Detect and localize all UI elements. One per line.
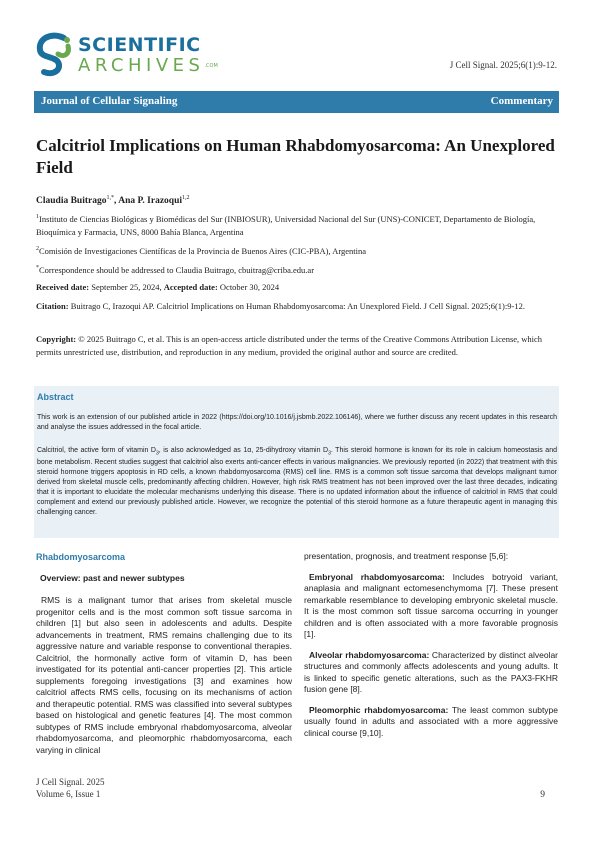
subsection-heading: Overview: past and newer subtypes [40,573,185,583]
copyright-block: Copyright: © 2025 Buitrago C, et al. This is an open-access article distributed under the terms of the Creative Commons Attribution License, which permits unrestricted use, distribution, and reproduction in any medium, provided the original author and source are credited. [36,334,543,357]
abstract-box [34,386,559,538]
affiliation-1: $^1$Instituto de Ciencias Biológicas y Biomédicas del Sur (INBIOSUR), Universidad Nacional del Sur (UNS)-CONICET, Departamento de Biología, Bioquímica y Farmacia, UNS, 8000 Bahía Blanca, Argentina [36,213,536,237]
dates: Received date: September 25, 2024, Accepted date: October 30, 2024 [36,282,280,292]
affiliation-2: $^2$Comisión de Investigaciones Científicas de la Provincia de Buenos Aires (CIC-PBA), Argentina [36,245,367,256]
logo-text-archives: ARCHIVES.COM [78,55,218,76]
subtype-embryonal: Embryonal rhabdomyosarcoma: Includes botryoid variant, anaplasia and malignant ectomesenchymoma [7]. These present remarkable resemblance to developing embryonic skeletal muscle. It is the most common soft tissue sarcoma occurring in younger children and is often associated with a more favorable prognosis [1]. [304,571,558,639]
logo-mark-icon [34,32,74,78]
body-paragraph: RMS is a malignant tumor that arises from skeletal muscle progenitor cells and is the most common soft tissue sarcoma in children [1] but also seen in adolescents and adults. Despite advancements in treatment, RMS remains challenging due to its aggressive nature and variable response to conventional therapies. Calcitriol, the hormonally active form of vitamin D, has been investigated for its potential anti-cancer properties [2]. This article supplements foregoing investigations [3] and examines how calcitriol affects RMS cells, focusing on its mechanisms of action and therapeutic potential. RMS was classified into several subtypes based on histological and genetic features [4]. The most common subtypes of RMS include embryonal rhabdomyosarcoma, alveolar rhabdomyosarcoma, and pleomorphic rhabdomyosarcoma, each varying in clinical [36,595,292,755]
subtype-alveolar: Alveolar rhabdomyosarcoma: Characterized by distinct alveolar structures and commonly affects adolescents and young adults. It is linked to specific genetic alterations, such as the PAX3-FKHR fusion gene [8]. [304,649,559,694]
correspondence: *Correspondence should be addressed to Claudia Buitrago, cbuitrag@criba.edu.ar [36,264,315,275]
author-name: Claudia Buitrago [36,196,107,207]
article-title: Calcitriol Implications on Human Rhabdomyosarcoma: An Unexplored Field [36,136,555,177]
abstract-title: Abstract [37,392,74,402]
journal-bar [34,91,559,113]
article-type: Commentary [490,95,553,107]
journal-name: Journal of Cellular Signaling [41,95,178,107]
body-paragraph: presentation, prognosis, and treatment response [5,6]: [304,551,509,561]
header-citation: J Cell Signal. 2025;6(1):9-12. [449,60,557,70]
abstract-paragraph-2: Calcitriol, the active form of vitamin $D_3$, is also acknowledged as 1α, 25-dihydroxy vitamin $D_3$. This steroid hormone is known for its role in calcium homeostasis and bone metabolism. Recent studies suggest that calcitriol also exerts anti-cancer effects in various malignancies. We previously reported (in 2022) that treatment with this steroid hormone triggers apoptosis in RD cells, a known rhabdomyosarcoma (RMS) cell line. RMS is a common soft tissue sarcoma that develops malignant tumor derived from skeletal muscle cells, predominantly affecting children. However, high risk RMS treatment has not been improved over the last three decades, indicating that it is important to elucidate the molecular mechanisms underlying this disease. There is no updated information about the influence of calcitriol in RMS that could complement and extend our previously published article. However, we recognize the potential of this steroid hormone as a future therapeutic agent in managing this challenging cancer. [37,447,557,517]
subtype-pleomorphic: Pleomorphic rhabdomyosarcoma: The least common subtype usually found in adults and associated with a more aggressive clinical course [9,10]. [304,704,559,738]
page-number: 9 [540,790,545,800]
scientific-archives-logo [34,30,218,82]
section-heading: Rhabdomyosarcoma [36,552,126,562]
abstract-paragraph-1: This work is an extension of our published article in 2022 (https://doi.org/10.1016/j.jsbmb.2022.106146), where we further discuss any recent updates in this research and analyse the issues addressed in the focal article. [37,414,557,431]
footer-journal-info: J Cell Signal. 2025 Volume 6, Issue 1 [36,777,105,799]
author-list: Claudia Buitrago$^{1,*}$, Ana P. Irazoqui$^{1,2}$ [36,195,190,207]
left-column-text [36,595,292,756]
author-name: Ana P. Irazoqui [118,196,183,207]
logo-text-scientific: SCIENTIFIC [78,34,201,56]
citation-block: Citation: Buitrago C, Irazoqui AP. Calcitriol Implications on Human Rhabdomyosarcoma: An Unexplored Field. J Cell Signal. 2025;6(1):9-12. [36,301,525,311]
right-column-text [304,551,558,739]
